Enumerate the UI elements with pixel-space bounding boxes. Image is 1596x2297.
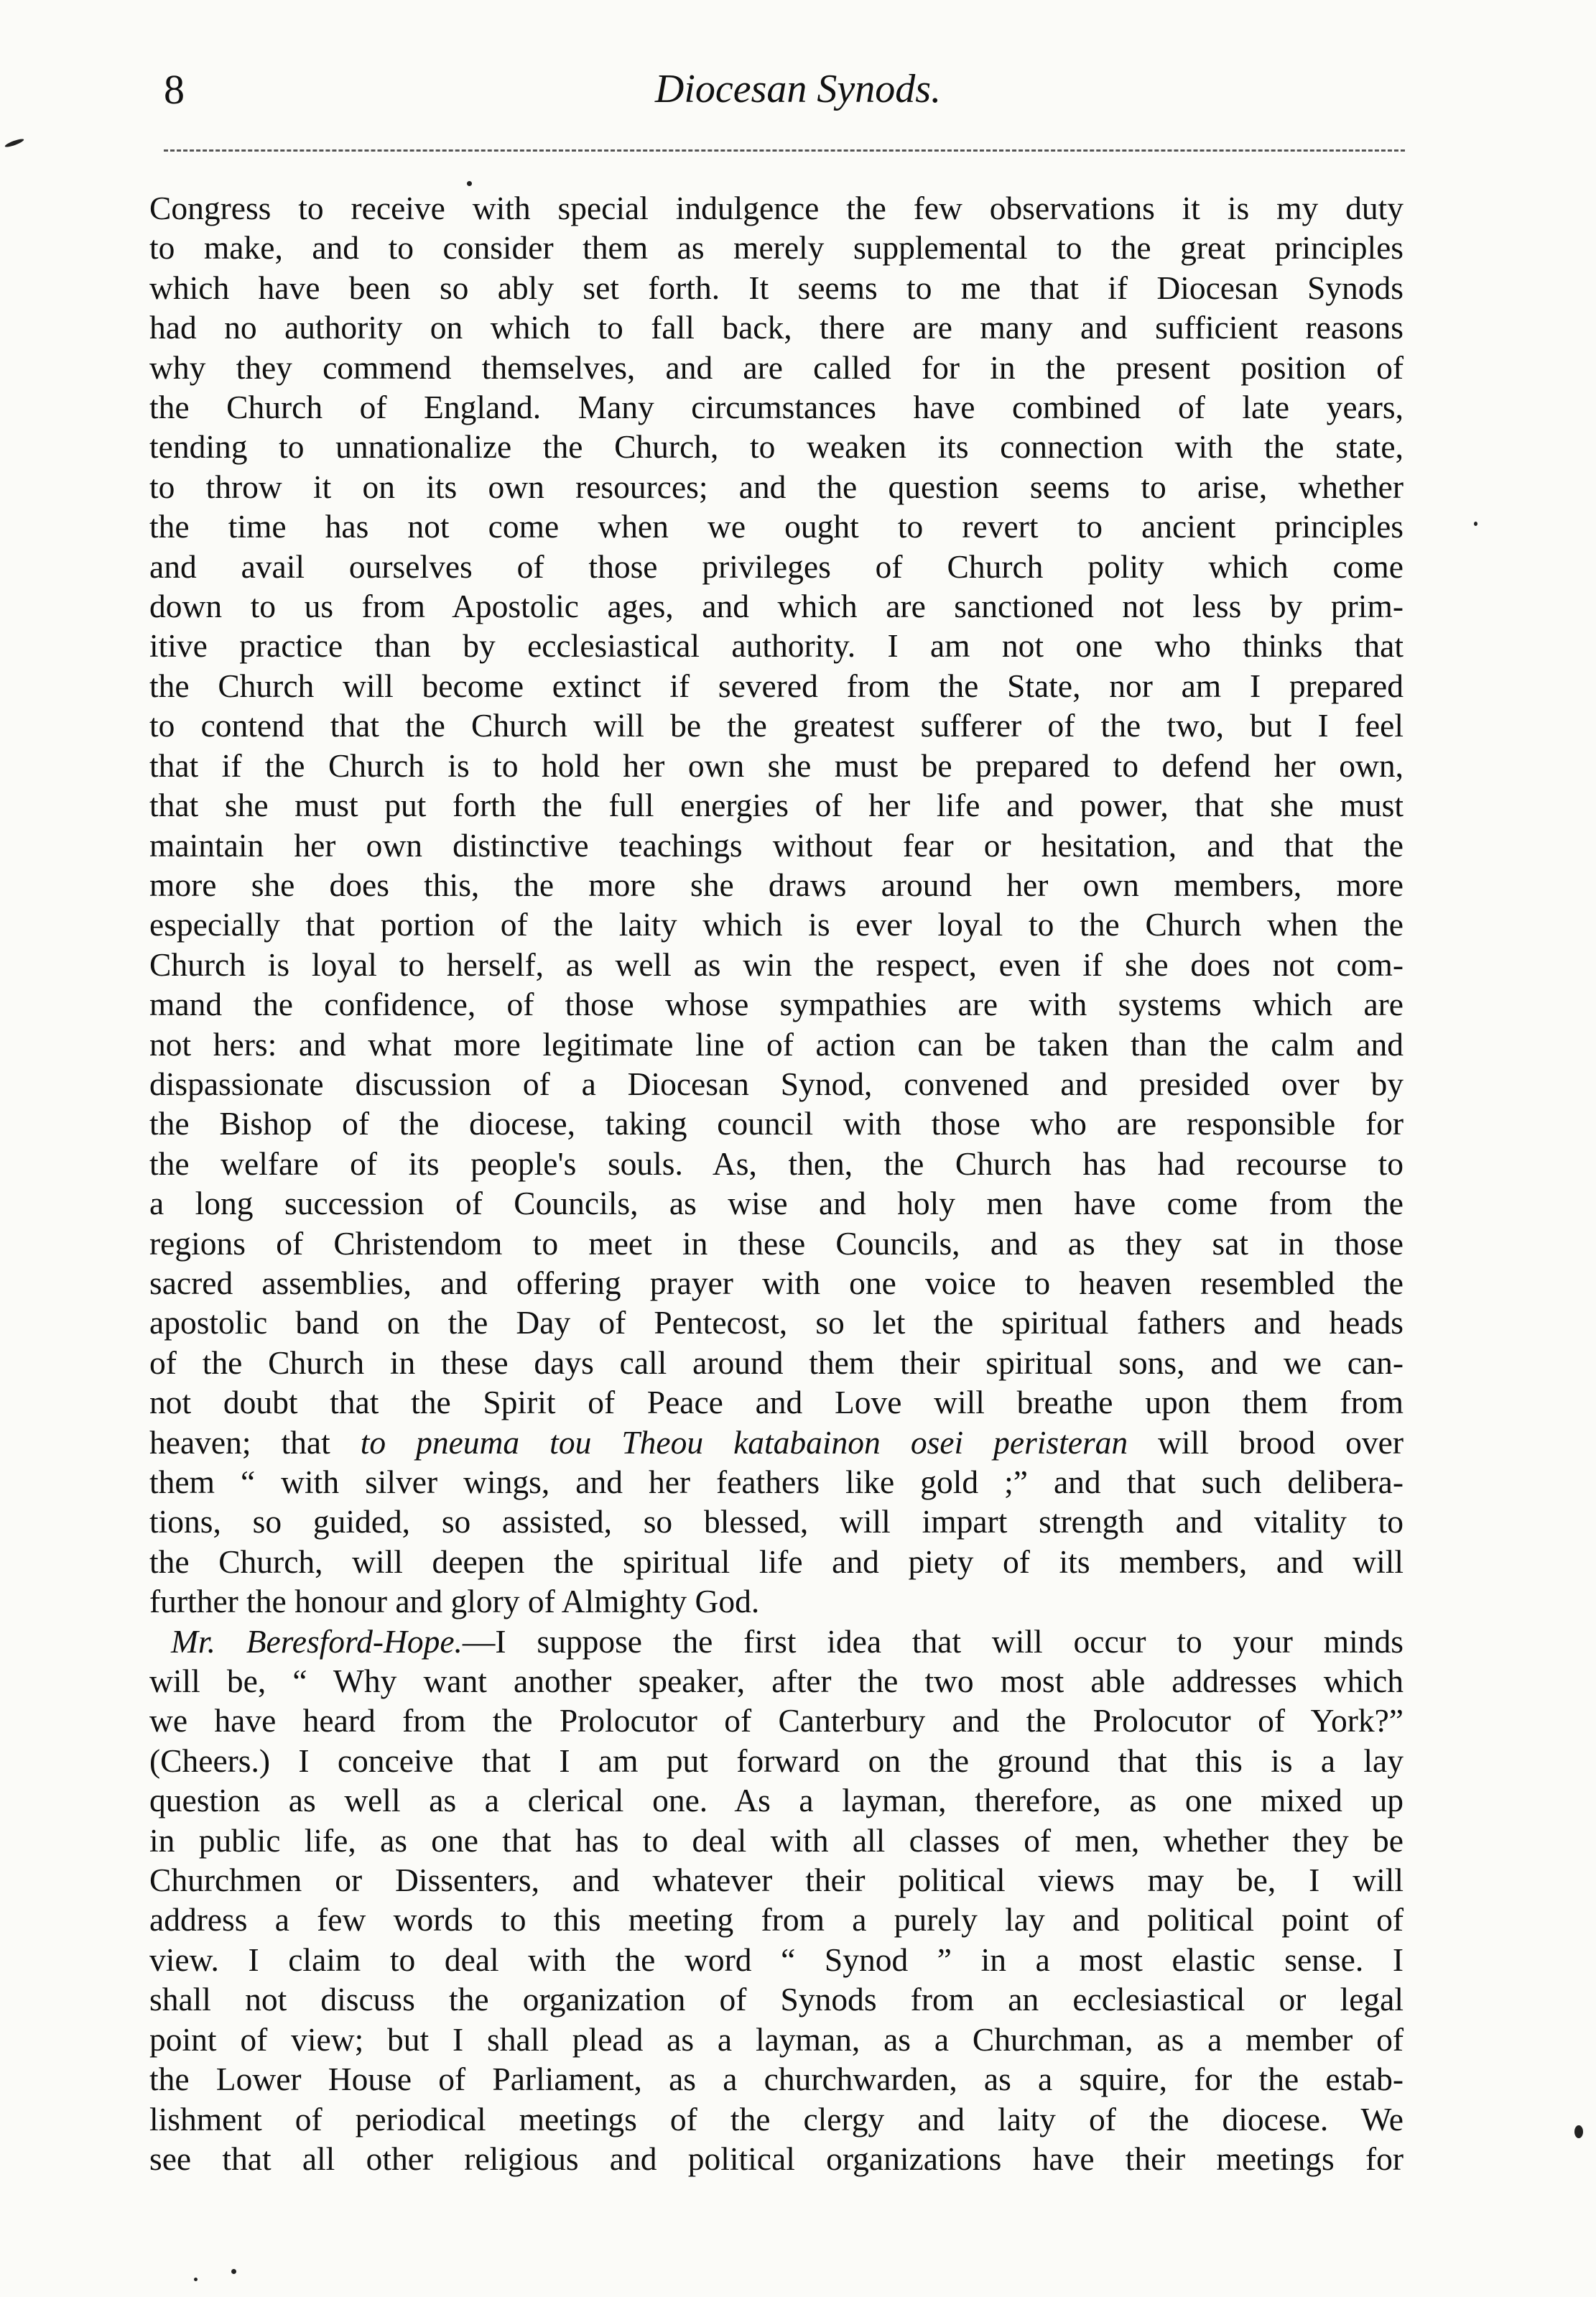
text-line: and avail ourselves of those privileges of Church polity which come (149, 547, 1404, 585)
text-line: a long succession of Councils, as wise and holy men have come from the (149, 1185, 1404, 1222)
text-line: down to us from Apostolic ages, and which are sanctioned not less by prim- (149, 588, 1404, 625)
text-line: apostolic band on the Day of Pentecost, so let the spiritual fathers and heads (149, 1304, 1404, 1341)
text-line: Churchmen or Dissenters, and whatever their political views may be, I will (149, 1862, 1404, 1899)
page-number: 8 (164, 66, 185, 113)
greek-phrase: to pneuma tou Theou katabainon osei peristeran (360, 1423, 1128, 1461)
text-line: them “ with silver wings, and her feathers like gold ;” and that such delibera- (149, 1464, 1404, 1500)
text-line: Mr. Beresford-Hope.—I suppose the first idea that will occur to your minds (171, 1622, 1404, 1660)
text-line: mand the confidence, of those whose sympathies are with systems which are (149, 986, 1404, 1023)
text-line: not doubt that the Spirit of Peace and Love will breathe upon them from (149, 1384, 1404, 1421)
ink-speck (1574, 2125, 1583, 2138)
text-line: the Lower House of Parliament, as a churchwarden, as a squire, for the estab- (149, 2061, 1404, 2098)
text-line: point of view; but I shall plead as a layman, as a Churchman, as a member of (149, 2020, 1404, 2058)
text-line: which have been so ably set forth. It seems to me that if Diocesan Synods (149, 269, 1404, 306)
text-line: of the Church in these days call around them their spiritual sons, and we can- (149, 1344, 1404, 1381)
text-line: that if the Church is to hold her own she must be prepared to defend her own, (149, 747, 1404, 784)
text-line: will be, “ Why want another speaker, after the two most able addresses which (149, 1663, 1404, 1700)
running-head: Diocesan Synods. (654, 67, 942, 111)
text-line: to contend that the Church will be the greatest sufferer of the two, but I feel (149, 707, 1404, 744)
body-text (149, 188, 1404, 2178)
text-line: address a few words to this meeting from a purely lay and political point of (149, 1901, 1404, 1938)
paragraph-beresford-hope (149, 1661, 1404, 2178)
text-line: dispassionate discussion of a Diocesan Synod, convened and presided over by (149, 1065, 1404, 1102)
text-line: had no authority on which to fall back, there are many and sufficient reasons (149, 309, 1404, 346)
text-line: Church is loyal to herself, as well as win the respect, even if she does not com- (149, 946, 1404, 983)
text-line: regions of Christendom to meet in these Councils, and as they sat in those (149, 1224, 1404, 1262)
text-line: the Church of England. Many circumstances have combined of late years, (149, 389, 1404, 426)
text-line: Congress to receive with special indulgence the few observations it is my duty (149, 190, 1404, 226)
text-line: especially that portion of the laity which is ever loyal to the Church when the (149, 906, 1404, 943)
text-line: the Church, will deepen the spiritual life and piety of its members, and will (149, 1543, 1404, 1580)
paragraph-congress-end (149, 1462, 1404, 1622)
text-line: lishment of periodical meetings of the clergy and laity of the diocese. We (149, 2100, 1404, 2137)
text-line: the Church will become extinct if severed from the State, nor am I prepared (149, 667, 1404, 704)
text-line: (Cheers.) I conceive that I am put forward on the ground that this is a lay (149, 1742, 1404, 1779)
text-line: we have heard from the Prolocutor of Canterbury and the Prolocutor of York?” (149, 1702, 1404, 1739)
speaker-name: Mr. Beresford-Hope. (171, 1622, 463, 1660)
text-line: heaven; that to pneuma tou Theou katabainon osei peristeran will brood over (149, 1423, 1404, 1461)
header-rule (164, 149, 1405, 152)
ink-speck (194, 2278, 198, 2281)
text-line: the Bishop of the diocese, taking council with those who are responsible for (149, 1105, 1404, 1142)
text-line: see that all other religious and political organizations have their meetings for (149, 2140, 1404, 2177)
text-line: to make, and to consider them as merely supplemental to the great principles (149, 229, 1404, 267)
text-line: not hers: and what more legitimate line of action can be taken than the calm and (149, 1025, 1404, 1063)
text-line: that she must put forth the full energies of her life and power, that she must (149, 787, 1404, 824)
text-line: why they commend themselves, and are called for in the present position of (149, 348, 1404, 386)
text-line: to throw it on its own resources; and the question seems to arise, whether (149, 468, 1404, 505)
text-line: view. I claim to deal with the word “ Synod ” in a most elastic sense. I (149, 1941, 1404, 1978)
text-line: itive practice than by ecclesiastical authority. I am not one who thinks that (149, 627, 1404, 665)
text-line: sacred assemblies, and offering prayer with one voice to heaven resembled the (149, 1264, 1404, 1301)
ink-speck (231, 2269, 236, 2274)
paragraph-congress (149, 188, 1404, 1423)
text-line: more she does this, the more she draws around her own members, more (149, 866, 1404, 903)
text-line: tending to unnationalize the Church, to weaken its connection with the state, (149, 428, 1404, 466)
text-line: question as well as a clerical one. As a layman, therefore, as one mixed up (149, 1782, 1404, 1819)
text-line: in public life, as one that has to deal with all classes of men, whether they be (149, 1821, 1404, 1859)
text-line: the time has not come when we ought to revert to ancient principles (149, 508, 1404, 545)
text-line: the welfare of its people's souls. As, then, the Church has had recourse to (149, 1145, 1404, 1182)
text-line: shall not discuss the organization of Synods from an ecclesiastical or legal (149, 1981, 1404, 2018)
ink-speck (4, 137, 24, 148)
text-line: further the honour and glory of Almighty God. (149, 1583, 760, 1620)
ink-speck (1474, 522, 1477, 526)
ink-speck (467, 181, 472, 186)
text-line: maintain her own distinctive teachings without fear or hesitation, and that the (149, 826, 1404, 864)
text-line: tions, so guided, so assisted, so blessed, will impart strength and vitality to (149, 1503, 1404, 1540)
